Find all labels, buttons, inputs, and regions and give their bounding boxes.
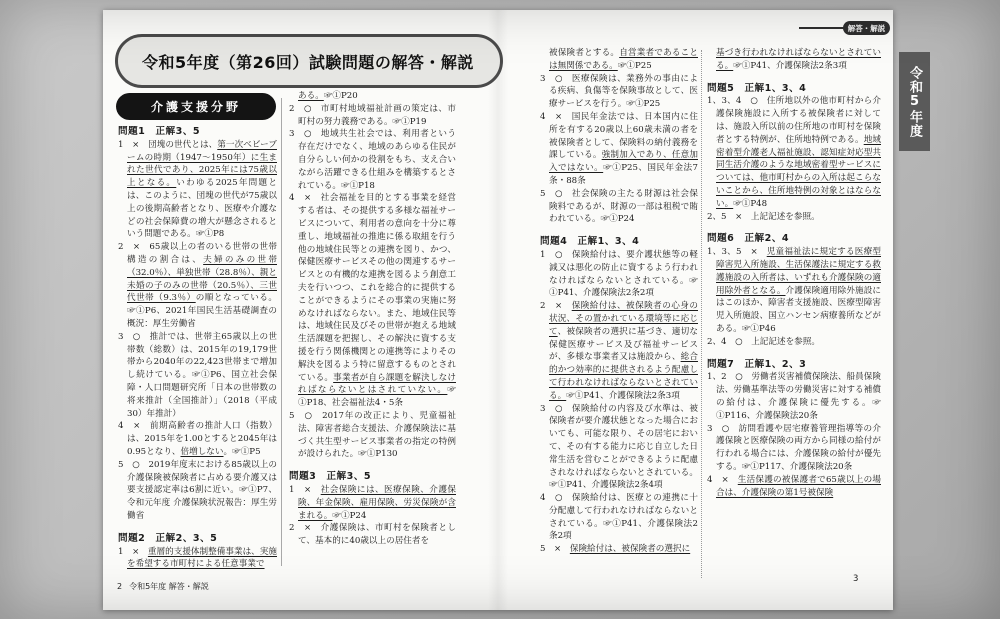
footer-label: 令和5年度 解答・解説 [129, 582, 209, 591]
answer-item [707, 474, 881, 500]
body-text: 4 × 社会福祉を目的とする事業を経営する者は、その提供する多様な福祉サービスについて、利用者の意向を十分に尊重し、地域福祉の推進に係る取組を行う他の地域住民等との連携を図り、かつ、保健医療サービスその他の関連するサービスとの有機的な連携を図るよう創意工夫を行いつつ、これを総合的に提供することができるようにその事業の実施に努めなければならない。また、地域住民等は、地域住民及びその世帯が抱える地域生活課題を把握し、その解決に資する支援を行う関係機関との連携等によりその解決を図るよう特に留意するものとされている。 [289, 193, 456, 383]
answer-item [707, 246, 881, 336]
body-text: 。☞①P5 [223, 446, 261, 457]
badge-rule-line [799, 27, 845, 29]
body-text: 被保険者とする。 [549, 48, 620, 58]
body-text: 5 ○ 社会保険の主たる財源は社会保険料であるが、財源の一部は租税で賄われている。☞①P24 [540, 188, 698, 225]
answer-item [540, 492, 698, 543]
section-label-pill [116, 93, 276, 120]
problem-heading: 問題2 正解2、3、5 [118, 532, 218, 544]
left-page-column-2 [289, 90, 456, 578]
underlined-text: 事業者が自ら課題を解決しなければならないとはされていない。 [298, 372, 456, 396]
body-text: 1 × 団塊の世代とは、 [118, 139, 218, 150]
answer-item [118, 139, 277, 241]
underlined-text: 第一次ベビーブームの時期（1947〜1950年）に生まれた世代であり、2025年には75歳以上となる。 [127, 139, 277, 189]
underlined-text: 児童福祉法に規定する医療型障害児入所施設、生活保護法に規定する救護施設の入所者は、いずれも介護保険の適用除外者となる。 [716, 247, 881, 296]
answer-item [707, 336, 881, 349]
answer-item [707, 47, 881, 73]
answer-item [118, 546, 277, 572]
underlined-text: 地域密着型介護老人福祉施設、認知症対応型共同生活介護のような地域密着型サービスについては、他市町村からの入所は起こらないことから、住所地特例の対象とはならない。 [716, 134, 881, 209]
body-text: 2 × [540, 301, 572, 312]
answer-item [289, 128, 456, 192]
underlined-text: 自営業者であることは無関係である。 [549, 48, 698, 71]
problem-heading: 問題7 正解1、2、3 [707, 358, 807, 370]
problem-heading: 問題4 正解1、3、4 [540, 236, 640, 248]
answer-item [707, 211, 881, 224]
body-text: 3 ○ 医療保険は、業務外の事由による疾病、負傷等を保険事故として、医療サービスを行う。☞①P25 [540, 73, 698, 110]
underlined-text: 重層的支援体制整備事業は、実施を希望する市町村による任意事業で [127, 546, 277, 570]
body-text: 5 × [540, 544, 570, 555]
answer-item [540, 47, 698, 73]
answer-item [118, 331, 277, 421]
underlined-text: 基づき行われなければならないとされている。 [716, 48, 881, 71]
problem-heading: 問題5 正解1、3、4 [707, 82, 807, 94]
body-text: ☞①P20 [323, 91, 358, 101]
answer-item [289, 103, 456, 129]
body-text: 3 ○ 推計では、世帯主65歳以上の世帯数（総数）は、2015年の19,179世帯から2040年の22,423世帯まで増加し続けている。☞①P6、国立社会保障・人口問題研究所「日本の世帯数の将来推計（全国推計）」（2018（平成30）年推計） [118, 331, 277, 419]
answer-item [289, 484, 456, 522]
answer-item [118, 241, 277, 331]
answer-item [540, 188, 698, 226]
answer-item [289, 90, 456, 103]
answer-item [540, 73, 698, 111]
body-text: 4 ○ 保険給付は、医療との連携に十分配慮して行われなければならないとされている。☞①P41、介護保険法2条2項 [540, 493, 698, 542]
body-text: 1、3、5 × [707, 247, 767, 258]
underlined-text: 倍増しない [180, 446, 224, 457]
left-page-footer [117, 581, 209, 592]
body-text: ☞①P41、介護保険法2条3項 [733, 60, 847, 71]
body-text: の順となっている。☞①P6、2021年国民生活基礎調査の概況：厚生労働省 [127, 293, 277, 329]
body-text: ☞①P18、社会福祉法4・5条 [298, 385, 456, 409]
answer-item [289, 192, 456, 410]
right-page-number: 3 [853, 574, 859, 584]
answer-item [540, 249, 698, 300]
body-text: 2 × 介護保険は、市町村を保険者として、基本的に40歳以上の居住者を [289, 523, 456, 547]
year-side-tab [899, 52, 930, 151]
body-text: 2、5 × 上記記述を参照。 [707, 211, 820, 222]
body-text: ☞①P25 [617, 60, 652, 71]
body-text: 1、2 ○ 労働者災害補償保険法、船員保険法、労働基準法等の労働災害に対する補償の給付は、介護保険に優先する。☞①P116、介護保険法20条 [707, 372, 881, 421]
body-text: 1 × [118, 546, 148, 557]
page-title: 令和5年度（第26回）試験問題の解答・解説 [142, 52, 474, 72]
section-label: 介護支援分野 [150, 100, 241, 114]
underlined-text: 強制加入であり、任意加入ではない。 [549, 150, 698, 174]
underlined-text: 夫婦のみの世帯（32.0％）、単独世帯（28.8％）、親と未婚の子のみの世帯（20.5％）、三世代世帯（9.3％） [127, 254, 277, 304]
body-text: 1 × [289, 484, 321, 495]
right-column-divider [701, 50, 702, 578]
answer-item [540, 300, 698, 402]
body-text: 3 ○ 訪問看護や居宅療養管理指導等の介護保険と医療保険の両方から同様の給付が行われる場合には、介護保険の給付が優先する。☞①P117、介護保険法20条 [707, 423, 881, 472]
underlined-text: ある。 [298, 91, 324, 101]
left-page-number: 2 [117, 582, 123, 591]
answer-item [540, 403, 698, 493]
problem-heading: 問題3 正解3、5 [289, 471, 372, 483]
body-text: ☞①P24 [332, 510, 367, 521]
answer-item [540, 111, 698, 188]
body-text: ☞①P48 [733, 198, 768, 209]
page-gutter [488, 10, 508, 610]
body-text: 、被保険者の選択に基づき、適切な保健医療サービス及び福祉サービスが、多様な事業者又は施設から、 [549, 326, 698, 363]
body-text: 2 × 65歳以上の者のいる世帯の世帯構造の割合は、 [118, 242, 277, 265]
underlined-text: 保険給付は、被保険者の心身の状況、その置かれている環境等に応じて [549, 301, 698, 337]
right-page-column-2 [707, 47, 881, 579]
answer-item [118, 459, 277, 523]
answer-item [118, 420, 277, 458]
body-text: ☞①P41、介護保険法2条3項 [566, 390, 680, 401]
body-text: 介護保険適用除外施設にはこのほか、障害者支援施設、医療型障害児入所施設、国立ハンセン病療養所などがある。☞①P46 [716, 285, 881, 334]
body-text: いわゆる2025年問題とは、このように、団塊の世代が75歳以上の後期高齢者となり、医療や介護などの社会保障費の増大が懸念されるという問題である。☞①P8 [127, 178, 277, 240]
answer-item [707, 423, 881, 474]
body-text: ☞①P25、国民年金法7条・88条 [549, 163, 698, 186]
body-text: 1、3、4 ○ 住所地以外の他市町村から介護保険施設に入所する被保険者に対しては、施設入所以前の住所地の市町村を保険者とする特例が、住所地特例である。 [707, 96, 881, 145]
answer-item [707, 371, 881, 422]
body-text: 3 ○ 保険給付の内容及び水準は、被保険者が要介護状態となった場合においても、可能な限り、その居宅において、その有する能力に応じ自立した日常生活を営むことができるように配慮されなければならないとされている。☞①P41、介護保険法2条4項 [540, 403, 698, 491]
underlined-text: 生活保護の被保護者で65歳以上の場合は、介護保険の第1号被保険 [716, 474, 881, 498]
year-side-tab-label: 令和5年度 [907, 65, 922, 138]
body-text: 2、4 ○ 上記記述を参照。 [707, 336, 820, 347]
answer-header-badge-label: 解答・解説 [847, 23, 886, 33]
body-text: 1 ○ 保険給付は、要介護状態等の軽減又は悪化の防止に資するよう行われなければならないとされている。☞①P41、介護保険法2条2項 [540, 249, 698, 299]
exam-title-box [115, 34, 503, 88]
body-text: 3 ○ 地域共生社会では、利用者という存在だけでなく、地域のあらゆる住民が自分らしい何かの役割をもち、支え合いながら活躍できる仕組みを構築するとされている。☞①P18 [289, 129, 456, 191]
body-text: 2 ○ 市町村地域福祉計画の策定は、市町村の努力義務である。☞①P19 [289, 103, 456, 127]
problem-heading: 問題6 正解2、4 [707, 233, 790, 245]
answer-item [289, 410, 456, 461]
right-page-column-1 [540, 47, 698, 579]
left-column-divider [281, 98, 282, 566]
underlined-text: 保険給付は、被保険者の選択に [569, 544, 691, 555]
body-text: 4 × 前期高齢者の推計人口（指数）は、2015年を1.00とすると2045年は0.95となり、 [118, 421, 277, 457]
left-page-column-1 [118, 126, 277, 574]
body-text: 5 ○ 2019年度末における85歳以上の介護保険被保険者に占める要介護又は要支援認定率は6割に近い。☞①P7、令和元年度 介護保険状況報告：厚生労働省 [118, 459, 277, 521]
answer-header-badge [843, 21, 890, 35]
underlined-text: 社会保険には、医療保険、介護保険、年金保険、雇用保険、労災保険が含まれる。 [298, 484, 456, 521]
problem-heading: 問題1 正解3、5 [118, 126, 201, 137]
underlined-text: 総合的かつ効率的に提供されるよう配慮して行われなければならないとされている。 [549, 352, 698, 401]
body-text: 4 × 国民年金法では、日本国内に住所を有する20歳以上60歳未満の者を被保険者として、保険料の納付義務を課している。 [540, 111, 698, 161]
answer-item [289, 522, 456, 548]
answer-item [540, 543, 698, 556]
body-text: 4 × [707, 474, 738, 485]
body-text: 5 ○ 2017年の改正により、児童福祉法、障害者総合支援法、介護保険法に基づく共生型サービス事業者の指定の特例が設けられた。☞①P130 [289, 410, 456, 460]
answer-item [707, 95, 881, 210]
